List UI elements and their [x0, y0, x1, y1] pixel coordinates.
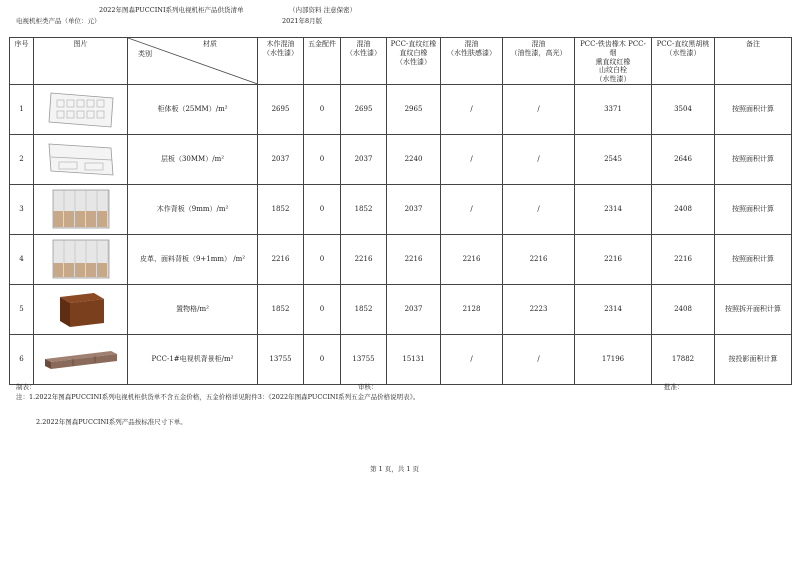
document-title: 2022年图森PUCCINI系列电视机柜产品供货清单 [99, 6, 244, 14]
cell-pcc-walnut: 2216 [652, 234, 715, 284]
cell-remark: 按照面积计算 [715, 234, 792, 284]
carcass-board-image [36, 89, 125, 129]
note-1: 注：1.2022年图森PUCCINI系列电视机柜供货单不含五金价格，五金价格详见附件3：《2022年图森PUCCINI系列五金产品价格说明表》。 [16, 393, 420, 401]
cell-seq: 6 [10, 334, 34, 384]
edition-label: 2021年8月版 [282, 17, 323, 25]
cell-wood-mixed: 2216 [258, 234, 304, 284]
product-image [34, 184, 128, 234]
cell-pcc-oak: 2216 [387, 234, 441, 284]
reviewed-by: 审核： [358, 383, 378, 391]
cell-pcc-ebony: 3371 [575, 84, 652, 134]
cell-mixed-gloss: / [503, 334, 575, 384]
table-row [10, 184, 792, 234]
col-material-kind [128, 38, 258, 85]
cell-mixed-matte: / [441, 334, 503, 384]
cell-pcc-ebony: 2314 [575, 284, 652, 334]
col-mixed-matte: 混油 （水性肤感漆） [441, 38, 503, 85]
cell-remark: 按照面积计算 [715, 84, 792, 134]
cell-mixed-matte: 2216 [441, 234, 503, 284]
cell-hardware: 0 [304, 184, 341, 234]
prepared-by: 制表： [16, 383, 36, 391]
cell-pcc-oak: 2037 [387, 184, 441, 234]
cell-wood-mixed: 1852 [258, 284, 304, 334]
cell-pcc-ebony: 17196 [575, 334, 652, 384]
cell-seq: 3 [10, 184, 34, 234]
col-pcc-walnut: PCC-直纹黑胡桃 （水性漆） [652, 38, 715, 85]
col-remark: 备注 [715, 38, 792, 85]
cell-kind: 木作背板（9mm）/m² [128, 184, 258, 234]
cell-wood-mixed: 2037 [258, 134, 304, 184]
cell-pcc-ebony: 2314 [575, 184, 652, 234]
cell-remark: 按投影面积计算 [715, 334, 792, 384]
cell-mixed-matte: 2128 [441, 284, 503, 334]
product-image [34, 334, 128, 384]
col-pcc-oak: PCC-直纹红橡 直纹白橡 （水性漆） [387, 38, 441, 85]
cell-hardware: 0 [304, 284, 341, 334]
cell-mixed-matte: / [441, 184, 503, 234]
cell-mixed-oil: 2695 [341, 84, 387, 134]
cell-pcc-oak: 2240 [387, 134, 441, 184]
leather-back-panel-image [36, 237, 125, 281]
cell-pcc-oak: 2965 [387, 84, 441, 134]
cell-pcc-walnut: 3504 [652, 84, 715, 134]
col-seq: 序号 [10, 38, 34, 85]
cell-pcc-walnut: 2646 [652, 134, 715, 184]
cell-seq: 4 [10, 234, 34, 284]
price-table [9, 37, 792, 385]
cell-seq: 2 [10, 134, 34, 184]
col-hardware: 五金配件 [304, 38, 341, 85]
category-label: 电视机柜类产品（单位：元） [16, 17, 101, 25]
cell-kind: 置物格/m² [128, 284, 258, 334]
cell-seq: 1 [10, 84, 34, 134]
product-image [34, 134, 128, 184]
cell-mixed-gloss: / [503, 184, 575, 234]
col-wood-mixed: 木作混油 （水性漆） [258, 38, 304, 85]
cell-mixed-oil: 1852 [341, 284, 387, 334]
cell-kind: PCC-1#电视机背景柜/m² [128, 334, 258, 384]
cell-hardware: 0 [304, 134, 341, 184]
note-2: 2.2022年图森PUCCINI系列产品按标准尺寸下单。 [36, 418, 187, 426]
wood-back-panel-image [36, 187, 125, 231]
shelf-board-image [36, 139, 125, 179]
cell-mixed-oil: 2037 [341, 134, 387, 184]
cell-kind: 皮革、面料背板（9+1mm） /m² [128, 234, 258, 284]
cell-remark: 按照拆开面积计算 [715, 284, 792, 334]
product-image [34, 84, 128, 134]
cell-mixed-gloss: 2216 [503, 234, 575, 284]
product-image [34, 284, 128, 334]
cell-mixed-gloss: / [503, 84, 575, 134]
cell-hardware: 0 [304, 334, 341, 384]
table-row [10, 334, 792, 384]
table-row [10, 284, 792, 334]
cell-mixed-oil: 2216 [341, 234, 387, 284]
page-number: 第 1 页，共 1 页 [370, 465, 420, 473]
cell-wood-mixed: 13755 [258, 334, 304, 384]
header-row [10, 38, 792, 85]
product-image [34, 234, 128, 284]
cell-pcc-walnut: 17882 [652, 334, 715, 384]
cell-wood-mixed: 2695 [258, 84, 304, 134]
col-mixed-gloss: 混油 （油性漆，高光） [503, 38, 575, 85]
cell-pcc-oak: 2037 [387, 284, 441, 334]
tv-cabinet-image [36, 345, 125, 373]
cell-mixed-gloss: / [503, 134, 575, 184]
col-image: 图片 [34, 38, 128, 85]
cell-mixed-gloss: 2223 [503, 284, 575, 334]
cell-mixed-matte: / [441, 134, 503, 184]
cell-pcc-ebony: 2545 [575, 134, 652, 184]
approved-by: 批准： [664, 383, 684, 391]
col-mixed-oil: 混油 （水性漆） [341, 38, 387, 85]
cell-wood-mixed: 1852 [258, 184, 304, 234]
cell-remark: 按照面积计算 [715, 184, 792, 234]
table-row [10, 134, 792, 184]
col-material: 材质 [203, 40, 217, 48]
confidential-note: （内部资料 注意保密） [289, 6, 357, 14]
diagonal-divider [128, 38, 257, 84]
col-pcc-ebony: PCC-铁齿橡木 PCC-烟 熏直纹红橡 山纹白栓 （水性漆） [575, 38, 652, 85]
cell-mixed-oil: 13755 [341, 334, 387, 384]
col-kind: 类别 [138, 50, 152, 58]
cell-hardware: 0 [304, 234, 341, 284]
cell-kind: 层板（30MM）/m² [128, 134, 258, 184]
cell-seq: 5 [10, 284, 34, 334]
cell-mixed-oil: 1852 [341, 184, 387, 234]
cell-hardware: 0 [304, 84, 341, 134]
cell-pcc-walnut: 2408 [652, 284, 715, 334]
cell-pcc-ebony: 2216 [575, 234, 652, 284]
cell-pcc-oak: 15131 [387, 334, 441, 384]
cell-remark: 按照面积计算 [715, 134, 792, 184]
cell-kind: 柜体板（25MM）/m² [128, 84, 258, 134]
table-row [10, 84, 792, 134]
table-row [10, 234, 792, 284]
cell-pcc-walnut: 2408 [652, 184, 715, 234]
cell-mixed-matte: / [441, 84, 503, 134]
storage-box-image [36, 287, 125, 331]
